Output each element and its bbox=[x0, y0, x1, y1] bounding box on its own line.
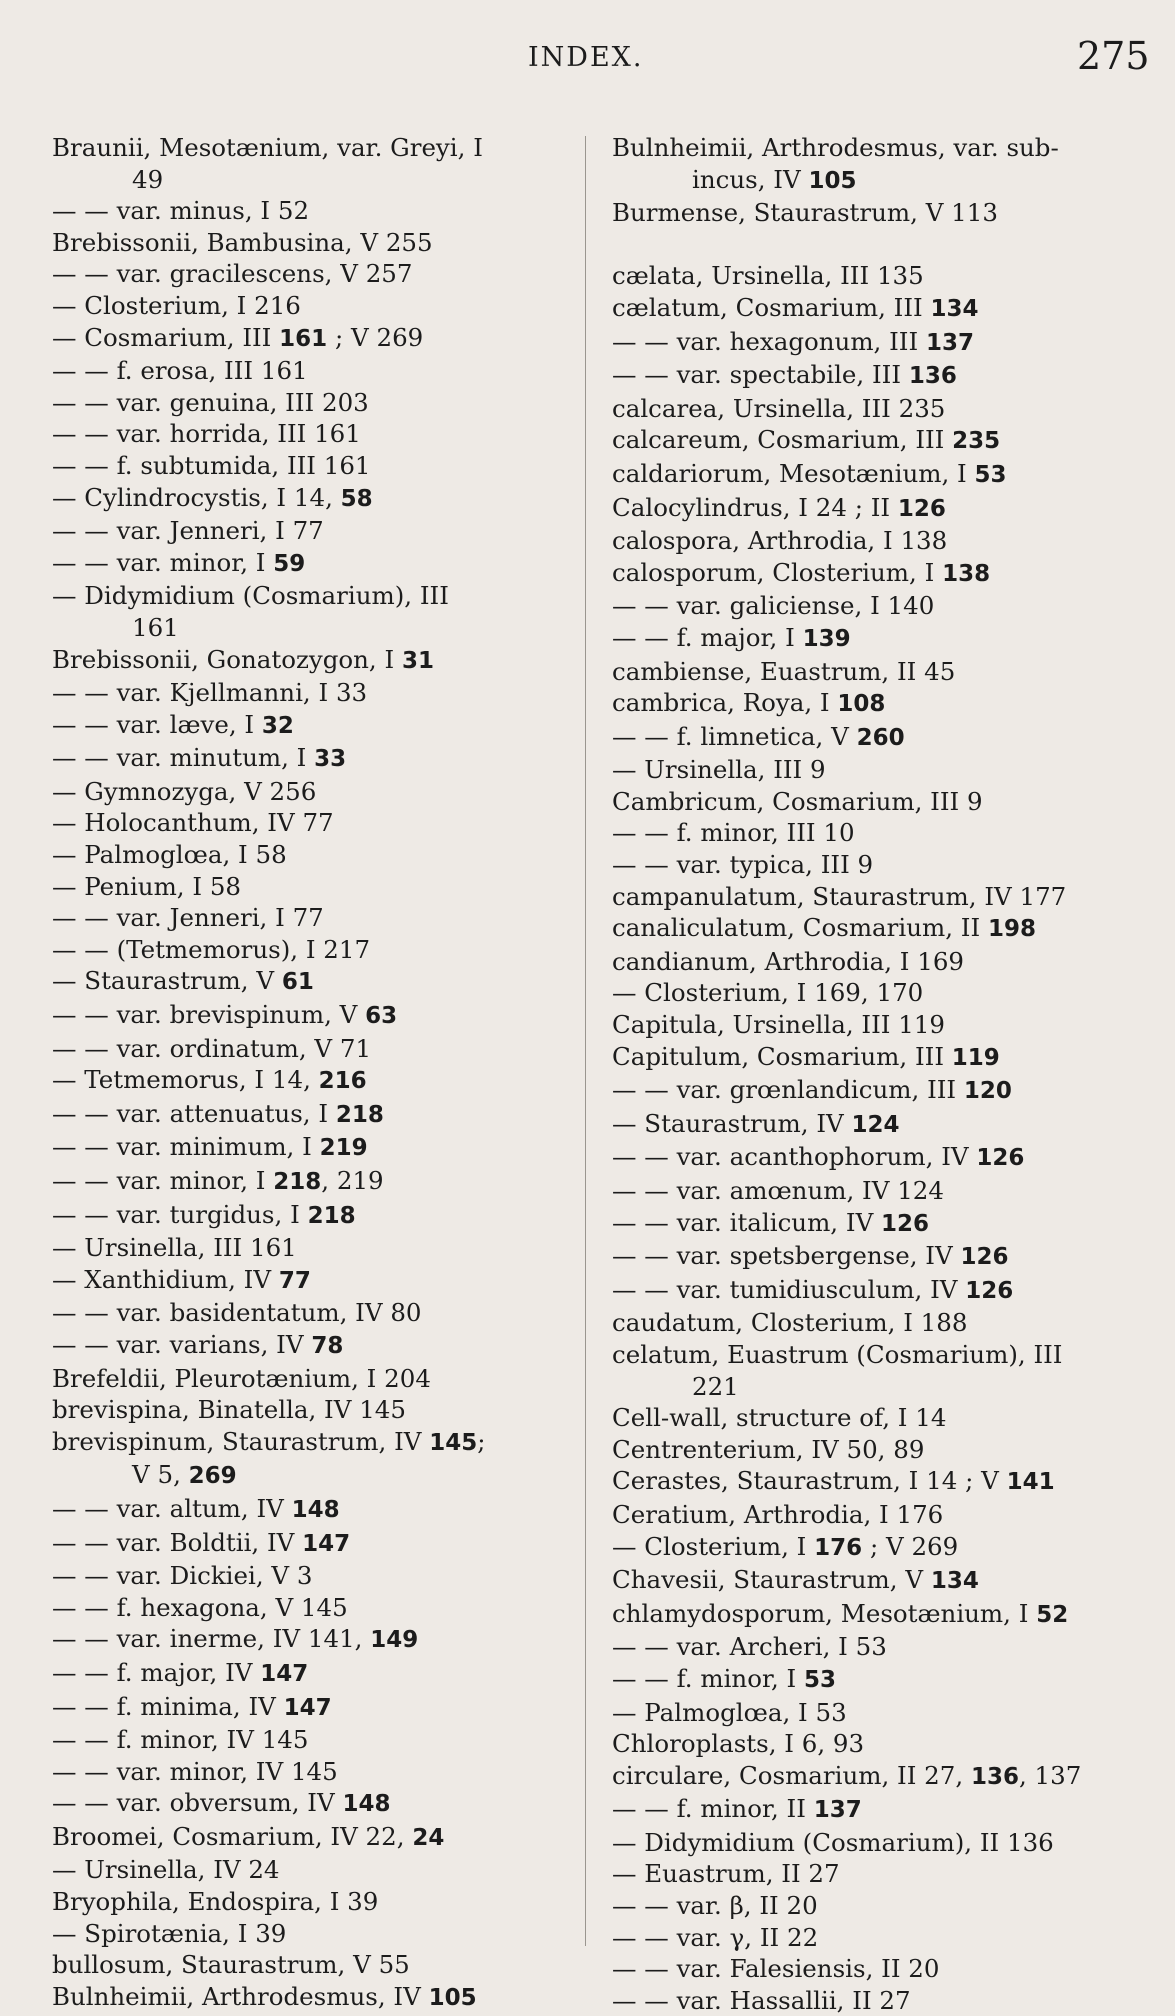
index-entry bbox=[612, 1697, 1132, 1729]
index-entry bbox=[52, 387, 572, 419]
index-entry bbox=[612, 622, 1132, 656]
entry-text: bullosum, Staurastrum, V 55 bbox=[52, 1950, 410, 1980]
bold-page-reference: 124 bbox=[851, 1111, 900, 1138]
index-entry bbox=[52, 1199, 572, 1233]
index-entry bbox=[52, 1691, 572, 1725]
entry-text: — Tetmemorus, I 14, bbox=[52, 1065, 319, 1095]
bold-page-reference: 134 bbox=[930, 1568, 979, 1595]
index-entry bbox=[52, 1918, 572, 1950]
entry-text: cambrica, Roya, I bbox=[612, 688, 838, 718]
bold-page-reference: 218 bbox=[307, 1202, 356, 1229]
bold-page-reference: 77 bbox=[278, 1267, 311, 1294]
entry-text: — — var. minor, IV 145 bbox=[52, 1756, 338, 1786]
entry-text: — — var. minor, I bbox=[52, 1166, 274, 1195]
entry-text: brevispinum, Staurastrum, IV bbox=[52, 1426, 430, 1456]
index-entry bbox=[612, 197, 1132, 229]
entry-text: cælatum, Cosmarium, III bbox=[612, 292, 931, 322]
index-entry bbox=[52, 1949, 572, 1981]
entry-text: Chavesii, Staurastrum, V bbox=[612, 1565, 931, 1595]
entry-text: — — var. attenuatus, I bbox=[52, 1098, 336, 1128]
index-entry bbox=[52, 1821, 572, 1855]
entry-text: — — var. minus, I 52 bbox=[52, 196, 310, 226]
index-entry bbox=[612, 1074, 1132, 1108]
index-entry bbox=[612, 1531, 1132, 1565]
entry-text: — — f. limnetica, V bbox=[612, 721, 857, 751]
entry-text: — — var. obversum, IV bbox=[52, 1788, 343, 1818]
index-entry bbox=[52, 1033, 572, 1065]
bold-page-reference: 235 bbox=[952, 428, 1001, 455]
entry-text: — — var. Jenneri, I 77 bbox=[52, 903, 324, 933]
entry-text: — — var. spetsbergense, IV bbox=[612, 1241, 961, 1271]
entry-text: — Ursinella, III 161 bbox=[52, 1233, 297, 1263]
index-entry bbox=[612, 1499, 1132, 1531]
entry-text: Chloroplasts, I 6, 93 bbox=[612, 1729, 865, 1759]
entry-text: — Spirotænia, I 39 bbox=[52, 1918, 287, 1948]
index-entry bbox=[52, 1981, 572, 2015]
index-entry-continuation bbox=[52, 612, 572, 644]
index-entry bbox=[612, 1207, 1132, 1241]
index-column-right bbox=[612, 132, 1132, 2016]
entry-text: — — (Tetmemorus), I 217 bbox=[52, 934, 371, 964]
bold-page-reference: 269 bbox=[188, 1463, 237, 1490]
entry-text: calosporum, Closterium, I bbox=[612, 557, 943, 587]
index-entry-continuation bbox=[52, 1459, 572, 1493]
entry-text: , 219 bbox=[321, 1166, 384, 1195]
entry-text: — — var. γ, II 22 bbox=[612, 1922, 819, 1952]
bold-page-reference: 136 bbox=[908, 363, 957, 390]
index-entry bbox=[52, 1064, 572, 1098]
bold-page-reference: 126 bbox=[881, 1210, 930, 1237]
entry-text: — — f. minima, IV bbox=[52, 1691, 284, 1721]
entry-text: — — var. turgidus, I bbox=[52, 1199, 308, 1229]
index-entry bbox=[52, 322, 572, 356]
entry-text: — Cosmarium, III bbox=[52, 322, 280, 352]
index-entry bbox=[612, 1274, 1132, 1308]
entry-text: incus, IV bbox=[692, 164, 809, 194]
bold-page-reference: 59 bbox=[273, 550, 306, 577]
index-entry bbox=[52, 1724, 572, 1756]
entry-text: Capitula, Ursinella, III 119 bbox=[612, 1010, 945, 1040]
entry-text: — Closterium, I 169, 170 bbox=[612, 978, 924, 1008]
bold-page-reference: 119 bbox=[951, 1044, 1000, 1071]
bold-page-reference: 145 bbox=[429, 1429, 478, 1456]
entry-text: Centrenterium, IV 50, 89 bbox=[612, 1434, 925, 1464]
entry-text: — Didymidium (Cosmarium), III bbox=[52, 581, 449, 611]
entry-text: chlamydosporum, Mesotænium, I bbox=[612, 1598, 1037, 1628]
entry-text: — — var. β, II 20 bbox=[612, 1891, 818, 1921]
bold-page-reference: 24 bbox=[412, 1824, 445, 1851]
bold-page-reference: 126 bbox=[960, 1244, 1009, 1271]
entry-text: — — var. gracilescens, V 257 bbox=[52, 259, 413, 289]
entry-text: — — var. Falesiensis, II 20 bbox=[612, 1954, 940, 1984]
index-entry bbox=[612, 1985, 1132, 2016]
index-entry bbox=[612, 1890, 1132, 1922]
entry-text: — — f. minor, I bbox=[612, 1663, 805, 1693]
entry-text: ; bbox=[477, 1426, 486, 1456]
index-entry bbox=[612, 1434, 1132, 1466]
entry-text: caldariorum, Mesotænium, I bbox=[612, 458, 975, 488]
entry-text: — Euastrum, II 27 bbox=[612, 1859, 840, 1889]
index-entry bbox=[612, 687, 1132, 721]
entry-text: 221 bbox=[692, 1371, 739, 1401]
index-entry bbox=[52, 1527, 572, 1561]
entry-text: brevispina, Binatella, IV 145 bbox=[52, 1395, 406, 1425]
column-divider bbox=[585, 136, 586, 1946]
entry-text: Bryophila, Endospira, I 39 bbox=[52, 1887, 379, 1917]
entry-text: 161 bbox=[132, 612, 179, 642]
entry-text: — Staurastrum, V bbox=[52, 966, 282, 996]
entry-text: Brebissonii, Bambusina, V 255 bbox=[52, 227, 433, 257]
index-entry bbox=[612, 1728, 1132, 1760]
entry-text: Braunii, Mesotænium, var. Greyi, I bbox=[52, 133, 483, 162]
index-entry bbox=[52, 1886, 572, 1918]
entry-text: candianum, Arthrodia, I 169 bbox=[612, 946, 965, 976]
index-entry bbox=[612, 590, 1132, 622]
index-entry bbox=[52, 776, 572, 808]
bold-page-reference: 219 bbox=[319, 1135, 368, 1162]
index-entry bbox=[52, 1854, 572, 1886]
index-entry bbox=[52, 1756, 572, 1788]
index-entry bbox=[52, 1592, 572, 1624]
index-entry bbox=[52, 1297, 572, 1329]
index-entry bbox=[612, 1465, 1132, 1499]
index-entry bbox=[52, 355, 572, 387]
index-entry bbox=[52, 418, 572, 450]
index-entry bbox=[612, 1564, 1132, 1598]
bold-page-reference: 260 bbox=[856, 724, 905, 751]
index-entry bbox=[612, 1141, 1132, 1175]
bold-page-reference: 134 bbox=[930, 295, 979, 322]
bold-page-reference: 176 bbox=[814, 1534, 863, 1561]
index-entry bbox=[52, 450, 572, 482]
entry-text: — — f. minor, IV 145 bbox=[52, 1725, 309, 1755]
index-entry bbox=[52, 1493, 572, 1527]
entry-text: — — var. Archeri, I 53 bbox=[612, 1632, 887, 1662]
index-entry bbox=[612, 132, 1132, 164]
index-entry bbox=[612, 1402, 1132, 1434]
index-entry bbox=[612, 1760, 1132, 1794]
entry-text: , 137 bbox=[1018, 1760, 1082, 1790]
bold-page-reference: 32 bbox=[261, 712, 294, 739]
entry-text: — Didymidium (Cosmarium), II 136 bbox=[612, 1827, 1054, 1857]
entry-text: — — var. minor, I bbox=[52, 547, 274, 577]
entry-text: — — f. hexagona, V 145 bbox=[52, 1592, 348, 1622]
index-entry bbox=[52, 839, 572, 871]
entry-text: — — var. amœnum, IV 124 bbox=[612, 1176, 944, 1205]
index-entry bbox=[52, 1426, 572, 1460]
index-entry bbox=[52, 1131, 572, 1165]
index-entry bbox=[612, 1175, 1132, 1207]
index-entry bbox=[52, 1329, 572, 1363]
entry-text: Bulnheimii, Arthrodesmus, var. sub- bbox=[612, 133, 1059, 162]
bold-page-reference: 147 bbox=[283, 1694, 332, 1721]
bold-page-reference: 161 bbox=[279, 325, 328, 352]
entry-text: Brebissonii, Gonatozygon, I bbox=[52, 644, 402, 674]
index-entry bbox=[612, 458, 1132, 492]
entry-text: — — var. minimum, I bbox=[52, 1132, 320, 1162]
index-entry bbox=[612, 1793, 1132, 1827]
bold-page-reference: 137 bbox=[813, 1797, 862, 1824]
entry-text: — — f. major, I bbox=[612, 622, 803, 652]
index-entry bbox=[612, 1041, 1132, 1075]
entry-text: — — f. minor, III 10 bbox=[612, 818, 855, 848]
entry-text: — — var. Dickiei, V 3 bbox=[52, 1561, 313, 1591]
entry-text: Bulnheimii, Arthrodesmus, IV bbox=[52, 1981, 429, 2011]
entry-text: Calocylindrus, I 24 ; II bbox=[612, 492, 898, 522]
index-entry bbox=[612, 1953, 1132, 1985]
index-entry bbox=[612, 656, 1132, 688]
index-entry bbox=[52, 1657, 572, 1691]
entry-text: caudatum, Closterium, I 188 bbox=[612, 1308, 968, 1338]
index-entry bbox=[52, 709, 572, 743]
index-entry bbox=[612, 292, 1132, 326]
entry-text: — Palmoglœa, I 58 bbox=[52, 840, 287, 870]
bold-page-reference: 52 bbox=[1036, 1601, 1069, 1628]
entry-text: — — var. ordinatum, V 71 bbox=[52, 1033, 372, 1063]
index-entry bbox=[52, 807, 572, 839]
entry-text: — Cylindrocystis, I 14, bbox=[52, 482, 341, 512]
index-entry bbox=[52, 1394, 572, 1426]
bold-page-reference: 33 bbox=[314, 746, 347, 773]
index-entry-continuation bbox=[612, 164, 1132, 198]
index-entry bbox=[52, 482, 572, 516]
index-column-left bbox=[52, 132, 572, 2014]
index-entry bbox=[52, 1264, 572, 1298]
index-entry bbox=[52, 999, 572, 1033]
entry-text: — — var. horrida, III 161 bbox=[52, 419, 361, 449]
entry-text: — — var. spectabile, III bbox=[612, 360, 909, 390]
index-entry bbox=[612, 817, 1132, 849]
index-entry bbox=[612, 492, 1132, 526]
entry-text: cambiense, Euastrum, II 45 bbox=[612, 656, 956, 686]
entry-text: — — var. tumidiusculum, IV bbox=[612, 1274, 966, 1304]
bold-page-reference: 137 bbox=[925, 329, 974, 356]
bold-page-reference: 63 bbox=[365, 1003, 398, 1030]
bold-page-reference: 136 bbox=[970, 1763, 1019, 1790]
index-entry bbox=[52, 227, 572, 259]
entry-text: — — var. hexagonum, III bbox=[612, 326, 926, 356]
entry-text: — — f. minor, II bbox=[612, 1794, 814, 1824]
index-entry bbox=[612, 326, 1132, 360]
entry-text: — — var. acanthophorum, IV bbox=[612, 1142, 977, 1172]
index-entry bbox=[612, 525, 1132, 557]
entry-text: Ceratium, Arthrodia, I 176 bbox=[612, 1499, 944, 1529]
entry-text: — — var. typica, III 9 bbox=[612, 850, 874, 880]
index-entry bbox=[612, 881, 1132, 913]
entry-text: — — f. erosa, III 161 bbox=[52, 356, 308, 386]
index-entry bbox=[612, 786, 1132, 818]
index-entry bbox=[612, 1827, 1132, 1859]
index-entry bbox=[52, 902, 572, 934]
entry-text: — — var. italicum, IV bbox=[612, 1207, 882, 1237]
index-entry bbox=[612, 721, 1132, 755]
entry-text: cælata, Ursinella, III 135 bbox=[612, 261, 924, 291]
index-entry bbox=[52, 934, 572, 966]
index-entry bbox=[612, 946, 1132, 978]
index-entry bbox=[612, 1663, 1132, 1697]
bold-page-reference: 141 bbox=[1006, 1469, 1055, 1496]
entry-text: — Closterium, I 216 bbox=[52, 290, 301, 320]
bold-page-reference: 108 bbox=[837, 691, 886, 718]
entry-text: circulare, Cosmarium, II 27, bbox=[612, 1760, 971, 1790]
index-blank-line bbox=[612, 229, 1132, 261]
index-entry bbox=[612, 1922, 1132, 1954]
index-entry bbox=[52, 644, 572, 678]
bold-page-reference: 138 bbox=[942, 560, 991, 587]
index-entry bbox=[52, 677, 572, 709]
bold-page-reference: 61 bbox=[281, 969, 314, 996]
page-header bbox=[0, 34, 1175, 84]
entry-text: — Penium, I 58 bbox=[52, 871, 242, 901]
entry-text: — Ursinella, IV 24 bbox=[52, 1855, 280, 1885]
index-entry bbox=[612, 359, 1132, 393]
bold-page-reference: 126 bbox=[897, 495, 946, 522]
entry-text: calospora, Arthrodia, I 138 bbox=[612, 526, 948, 556]
index-entry bbox=[52, 742, 572, 776]
bold-page-reference: 126 bbox=[965, 1277, 1014, 1304]
bold-page-reference: 53 bbox=[974, 461, 1007, 488]
bold-page-reference: 218 bbox=[335, 1101, 384, 1128]
entry-text: — — var. varians, IV bbox=[52, 1329, 312, 1359]
index-entry bbox=[52, 1232, 572, 1264]
index-entry bbox=[612, 754, 1132, 786]
bold-page-reference: 147 bbox=[260, 1660, 309, 1687]
bold-page-reference: 147 bbox=[302, 1530, 351, 1557]
bold-page-reference: 105 bbox=[808, 167, 857, 194]
bold-page-reference: 218 bbox=[273, 1169, 322, 1195]
index-entry bbox=[612, 1307, 1132, 1339]
index-entry bbox=[612, 977, 1132, 1009]
entry-text: — — f. major, IV bbox=[52, 1657, 261, 1687]
entry-text: Capitulum, Cosmarium, III bbox=[612, 1041, 952, 1071]
entry-text: Brefeldii, Pleurotænium, I 204 bbox=[52, 1363, 431, 1393]
index-entry bbox=[52, 258, 572, 290]
entry-text: — Closterium, I bbox=[612, 1531, 815, 1561]
index-entry bbox=[612, 1009, 1132, 1041]
index-entry bbox=[612, 1858, 1132, 1890]
entry-text: — — var. Boldtii, IV bbox=[52, 1527, 303, 1557]
entry-text: — Palmoglœa, I 53 bbox=[612, 1697, 847, 1727]
entry-text: Broomei, Cosmarium, IV 22, bbox=[52, 1821, 413, 1851]
entry-text: Cell-wall, structure of, I 14 bbox=[612, 1403, 947, 1433]
index-entry bbox=[52, 1363, 572, 1395]
entry-text: 49 bbox=[132, 164, 164, 194]
bold-page-reference: 148 bbox=[342, 1791, 391, 1818]
bold-page-reference: 148 bbox=[291, 1496, 340, 1523]
index-entry bbox=[612, 393, 1132, 425]
entry-text: calcareum, Cosmarium, III bbox=[612, 425, 953, 455]
entry-text: — — f. subtumida, III 161 bbox=[52, 450, 371, 480]
index-entry bbox=[52, 1098, 572, 1132]
bold-page-reference: 198 bbox=[987, 916, 1036, 943]
running-title: INDEX. bbox=[528, 42, 644, 73]
entry-text: — — var. inerme, IV 141, bbox=[52, 1624, 371, 1654]
bold-page-reference: 120 bbox=[963, 1078, 1012, 1105]
index-entry-continuation bbox=[52, 164, 572, 196]
bold-page-reference: 53 bbox=[804, 1666, 837, 1693]
entry-text: campanulatum, Staurastrum, IV 177 bbox=[612, 881, 1067, 911]
entry-text: calcarea, Ursinella, III 235 bbox=[612, 393, 946, 423]
entry-text: — — var. Kjellmanni, I 33 bbox=[52, 678, 368, 708]
index-entry bbox=[612, 260, 1132, 292]
entry-text: celatum, Euastrum (Cosmarium), III bbox=[612, 1339, 1063, 1369]
index-entry bbox=[612, 1631, 1132, 1663]
index-entry bbox=[612, 1108, 1132, 1142]
entry-text: V 5, bbox=[132, 1460, 189, 1490]
entry-text: — — var. brevispinum, V bbox=[52, 1000, 366, 1030]
index-entry-continuation bbox=[612, 1371, 1132, 1403]
bold-page-reference: 105 bbox=[428, 1984, 477, 2011]
index-entry bbox=[52, 132, 572, 164]
entry-text: — Xanthidium, IV bbox=[52, 1264, 279, 1294]
entry-text: — Gymnozyga, V 256 bbox=[52, 776, 317, 806]
entry-text: — — var. læve, I bbox=[52, 709, 262, 739]
bold-page-reference: 149 bbox=[370, 1627, 419, 1654]
index-entry bbox=[612, 912, 1132, 946]
bold-page-reference: 78 bbox=[311, 1332, 344, 1359]
index-entry bbox=[612, 1339, 1132, 1371]
index-entry bbox=[52, 871, 572, 903]
entry-text: canaliculatum, Cosmarium, II bbox=[612, 913, 988, 943]
index-entry bbox=[52, 965, 572, 999]
index-entry bbox=[612, 1598, 1132, 1632]
index-entry bbox=[52, 1623, 572, 1657]
index-entry bbox=[612, 1240, 1132, 1274]
bold-page-reference: 31 bbox=[401, 647, 434, 674]
index-entry bbox=[52, 1787, 572, 1821]
entry-text: ; V 269 bbox=[862, 1531, 959, 1561]
bold-page-reference: 58 bbox=[340, 485, 373, 512]
entry-text: — — var. galiciense, I 140 bbox=[612, 591, 935, 621]
entry-text: — — var. minutum, I bbox=[52, 743, 315, 773]
index-entry bbox=[52, 1560, 572, 1592]
entry-text: — Staurastrum, IV bbox=[612, 1108, 852, 1138]
entry-text: Burmense, Staurastrum, V 113 bbox=[612, 198, 998, 228]
index-entry bbox=[612, 849, 1132, 881]
entry-text: — — var. altum, IV bbox=[52, 1493, 292, 1523]
entry-text: — — var. grœnlandicum, III bbox=[612, 1075, 964, 1105]
index-entry bbox=[52, 515, 572, 547]
index-entry bbox=[52, 1165, 572, 1199]
index-entry bbox=[612, 424, 1132, 458]
index-entry bbox=[52, 580, 572, 612]
entry-text: — Holocanthum, IV 77 bbox=[52, 808, 334, 838]
entry-text: — Ursinella, III 9 bbox=[612, 755, 826, 785]
index-entry bbox=[612, 557, 1132, 591]
entry-text: Cambricum, Cosmarium, III 9 bbox=[612, 786, 983, 816]
entry-text: Cerastes, Staurastrum, I 14 ; V bbox=[612, 1466, 1007, 1496]
bold-page-reference: 126 bbox=[976, 1145, 1025, 1172]
page-number: 275 bbox=[1077, 34, 1150, 78]
entry-text: — — var. genuina, III 203 bbox=[52, 387, 369, 417]
bold-page-reference: 139 bbox=[802, 625, 851, 652]
bold-page-reference: 216 bbox=[318, 1068, 367, 1095]
entry-text: — — var. basidentatum, IV 80 bbox=[52, 1298, 422, 1328]
index-entry bbox=[52, 195, 572, 227]
entry-text: ; V 269 bbox=[327, 322, 424, 352]
entry-text: — — var. Jenneri, I 77 bbox=[52, 516, 324, 546]
index-entry bbox=[52, 290, 572, 322]
entry-text: — — var. Hassallii, II 27 bbox=[612, 1985, 911, 2015]
index-entry bbox=[52, 547, 572, 581]
